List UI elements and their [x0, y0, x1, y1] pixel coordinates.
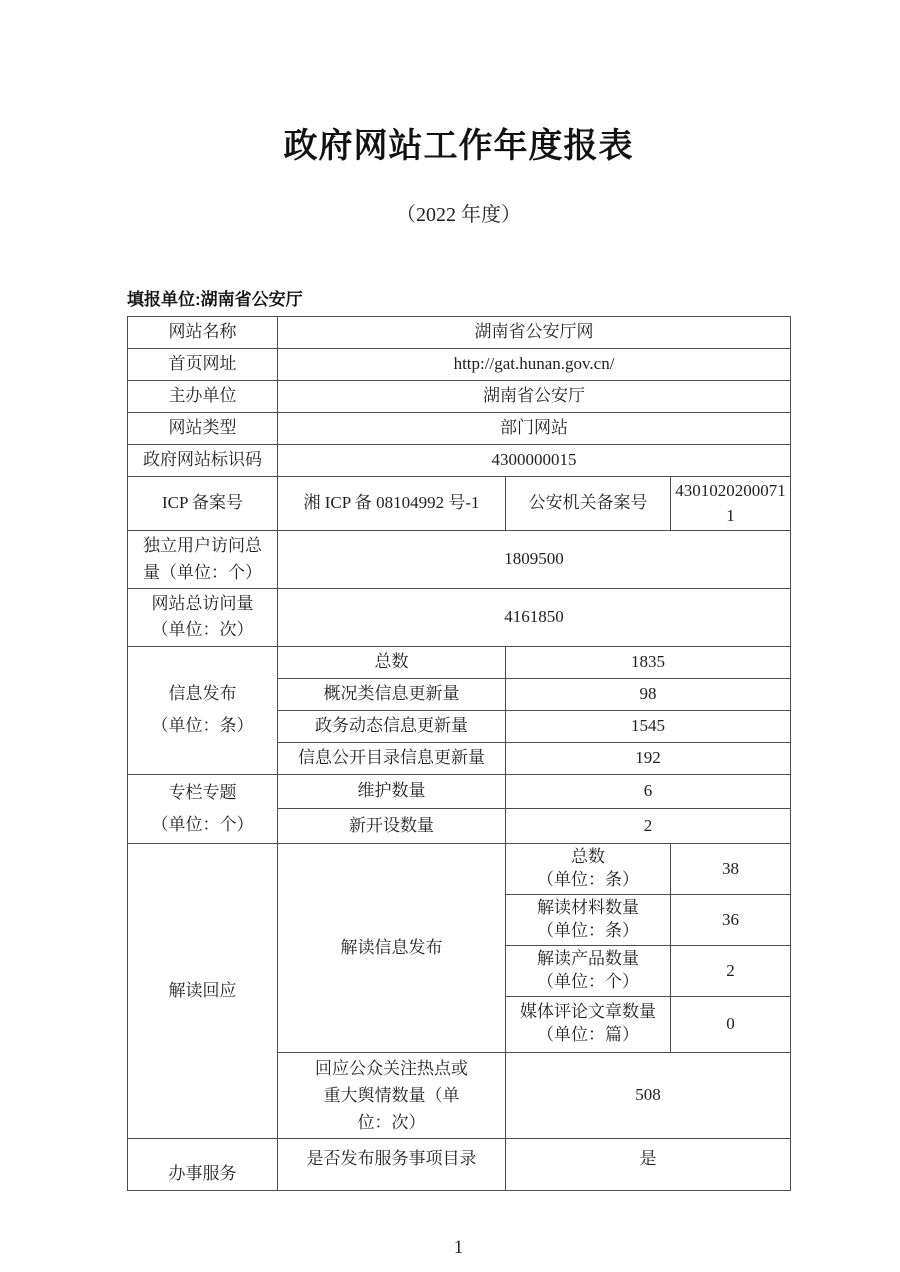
icp-record-value: 湘 ICP 备 08104992 号-1	[278, 477, 506, 531]
row-website-name	[128, 317, 791, 349]
row-organizer	[128, 381, 791, 413]
services-catalog-value: 是	[506, 1139, 791, 1191]
interpret-media-label	[506, 996, 671, 1052]
info-publish-total-label: 总数	[278, 646, 506, 678]
page-subtitle: （2022 年度）	[396, 204, 521, 226]
police-record-value: 43010202000711	[671, 477, 791, 531]
website-type-value: 部门网站	[278, 413, 791, 445]
row-columns-maintained	[128, 774, 791, 809]
hotspot-response-value: 508	[506, 1052, 791, 1139]
info-publish-dynamic-label: 政务动态信息更新量	[278, 710, 506, 742]
interpret-total-label-line2: （单位：条）	[537, 870, 639, 890]
interpretation-section-label: 解读回应	[128, 844, 278, 1139]
homepage-url-value: http://gat.hunan.gov.cn/	[278, 349, 791, 381]
icp-record-label: ICP 备案号	[128, 477, 278, 531]
homepage-url-label: 首页网址	[128, 349, 278, 381]
report-table	[127, 316, 791, 1191]
info-publish-total-value: 1835	[506, 646, 791, 678]
total-visits-label-line1: 网站总访问量	[151, 593, 254, 613]
filing-unit: 填报单位:湖南省公安厅	[127, 290, 303, 309]
info-publish-directory-value: 192	[506, 742, 791, 774]
interpret-media-label-line2: （单位：篇）	[537, 1025, 639, 1045]
interpret-products-label-line1: 解读产品数量	[537, 949, 639, 968]
report-document	[127, 0, 790, 1259]
columns-new-opened-label: 新开设数量	[278, 809, 506, 844]
row-total-visits	[128, 588, 791, 646]
row-interpret-total	[128, 844, 791, 895]
unique-visitors-value: 1809500	[278, 531, 791, 589]
interpret-materials-label-line2: （单位：条）	[537, 921, 639, 941]
unique-visitors-label	[128, 531, 278, 589]
services-section-label: 办事服务	[128, 1139, 278, 1191]
info-publish-dynamic-value: 1545	[506, 710, 791, 742]
info-publish-label-line1: 信息发布	[168, 683, 237, 703]
site-id-code-label: 政府网站标识码	[128, 445, 278, 477]
interpret-products-value: 2	[671, 946, 791, 997]
columns-new-opened-value: 2	[506, 809, 791, 844]
row-homepage-url	[128, 349, 791, 381]
interpret-materials-label	[506, 895, 671, 946]
website-type-label: 网站类型	[128, 413, 278, 445]
row-info-publish-total	[128, 646, 791, 678]
info-publish-overview-label: 概况类信息更新量	[278, 678, 506, 710]
row-icp-record	[128, 477, 791, 531]
interpret-total-label	[506, 844, 671, 895]
interpret-media-value: 0	[671, 996, 791, 1052]
info-publish-directory-label: 信息公开目录信息更新量	[278, 742, 506, 774]
interpret-media-label-line1: 媒体评论文章数量	[520, 1002, 656, 1022]
interpret-total-value: 38	[671, 844, 791, 895]
special-columns-section-label	[128, 774, 278, 844]
row-unique-visitors	[128, 531, 791, 589]
website-name-label: 网站名称	[128, 317, 278, 349]
info-publish-section-label	[128, 646, 278, 774]
services-catalog-label: 是否发布服务事项目录	[278, 1139, 506, 1191]
total-visits-value: 4161850	[278, 588, 791, 646]
page-title: 政府网站工作年度报表	[283, 127, 634, 165]
interpret-materials-value: 36	[671, 895, 791, 946]
columns-maintained-value: 6	[506, 774, 791, 809]
total-visits-label-line2: （单位：次）	[151, 620, 254, 640]
total-visits-label	[128, 588, 278, 646]
interpret-products-label-line2: （单位：个）	[537, 971, 639, 991]
website-name-value: 湖南省公安厅网	[278, 317, 791, 349]
special-columns-label-line1: 专栏专题	[168, 782, 237, 802]
interpret-publish-label: 解读信息发布	[278, 844, 506, 1053]
info-publish-label-line2: （单位：条）	[151, 716, 254, 736]
page-number: 1	[453, 1237, 464, 1259]
row-website-type	[128, 413, 791, 445]
info-publish-overview-value: 98	[506, 678, 791, 710]
interpret-products-label	[506, 946, 671, 997]
row-site-id-code	[128, 445, 791, 477]
special-columns-label-line2: （单位：个）	[151, 814, 254, 834]
organizer-label: 主办单位	[128, 381, 278, 413]
site-id-code-value: 4300000015	[278, 445, 791, 477]
row-services-catalog	[128, 1139, 791, 1191]
organizer-value: 湖南省公安厅	[278, 381, 791, 413]
interpret-total-label-line1: 总数	[571, 847, 605, 867]
columns-maintained-label: 维护数量	[278, 774, 506, 809]
interpret-materials-label-line1: 解读材料数量	[537, 898, 639, 918]
hotspot-response-label	[278, 1052, 506, 1139]
hotspot-response-label-text: 回应公众关注热点或重大舆情数量（单位：次）	[315, 1058, 468, 1133]
police-record-label: 公安机关备案号	[506, 477, 671, 531]
unique-visitors-label-text: 独立用户访问总量（单位：个）	[143, 536, 262, 582]
